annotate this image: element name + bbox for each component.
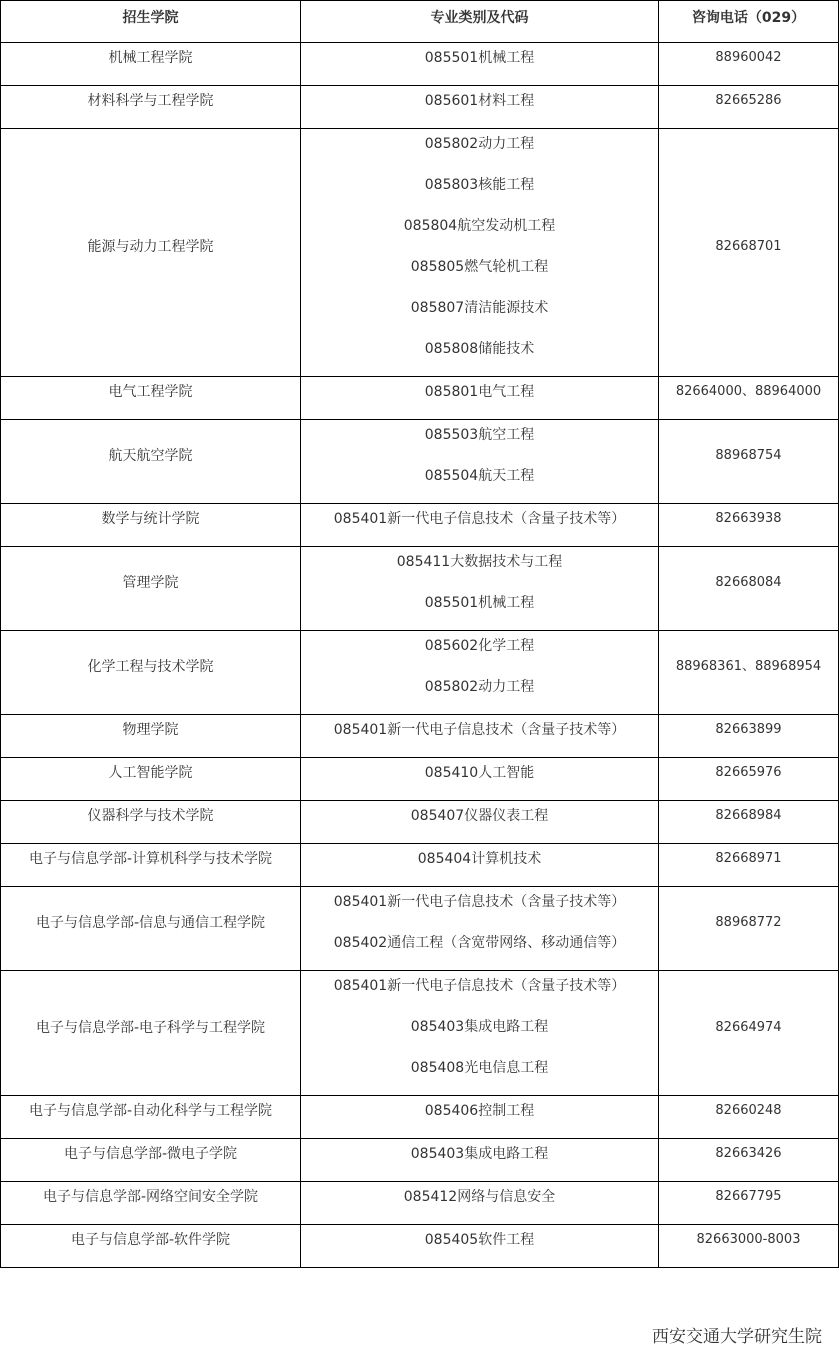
major-item: 085406控制工程 — [424, 1103, 535, 1119]
table-row — [1, 844, 839, 887]
phone-cell — [659, 715, 839, 758]
phone-cell — [659, 631, 839, 715]
college-cell — [1, 1225, 301, 1268]
phone-number: 82663938 — [715, 511, 782, 526]
phone-number: 82667795 — [715, 1189, 782, 1204]
majors-cell — [301, 547, 659, 631]
major-item: 085408光电信息工程 — [410, 1060, 549, 1076]
majors-cell — [301, 758, 659, 801]
header-college: 招生学院 — [1, 1, 301, 43]
college-name: 电子与信息学部-微电子学院 — [63, 1146, 238, 1162]
college-name: 电子与信息学部-软件学院 — [70, 1232, 231, 1248]
phone-number: 82668084 — [715, 575, 782, 590]
table-row — [1, 86, 839, 129]
majors-cell — [301, 887, 659, 971]
majors-cell — [301, 1225, 659, 1268]
phone-cell — [659, 887, 839, 971]
major-item: 085808储能技术 — [424, 341, 535, 357]
college-name: 电子与信息学部-电子科学与工程学院 — [35, 1019, 266, 1036]
major-item: 085601材料工程 — [424, 93, 535, 109]
phone-number: 88968772 — [715, 915, 782, 930]
majors-cell — [301, 715, 659, 758]
phone-number: 82663000-8003 — [696, 1232, 801, 1247]
phone-number: 82668701 — [715, 239, 782, 254]
major-item: 085501机械工程 — [424, 50, 535, 66]
major-item: 085503航空工程 — [424, 427, 535, 443]
phone-number: 82668971 — [715, 851, 782, 866]
major-item: 085501机械工程 — [424, 595, 535, 611]
college-cell — [1, 86, 301, 129]
college-name: 能源与动力工程学院 — [87, 239, 214, 255]
major-item: 085411大数据技术与工程 — [396, 554, 563, 570]
table-row — [1, 801, 839, 844]
major-item: 085804航空发动机工程 — [403, 218, 556, 234]
phone-cell — [659, 758, 839, 801]
table-row — [1, 1225, 839, 1268]
college-cell — [1, 420, 301, 504]
table-row — [1, 758, 839, 801]
phone-number: 82660248 — [715, 1103, 782, 1118]
phone-cell — [659, 129, 839, 377]
major-item: 085403集成电路工程 — [410, 1146, 549, 1162]
college-name: 人工智能学院 — [108, 765, 193, 781]
table-row — [1, 631, 839, 715]
major-item: 085807清洁能源技术 — [410, 300, 549, 316]
table-row — [1, 43, 839, 86]
college-cell — [1, 547, 301, 631]
majors-cell — [301, 1096, 659, 1139]
college-name: 电子与信息学部-计算机科学与技术学院 — [28, 851, 273, 867]
college-cell — [1, 758, 301, 801]
college-name: 机械工程学院 — [108, 50, 193, 66]
college-name: 仪器科学与技术学院 — [87, 808, 214, 824]
phone-number: 82668984 — [715, 808, 782, 823]
phone-cell — [659, 801, 839, 844]
majors-cell — [301, 86, 659, 129]
college-name: 化学工程与技术学院 — [87, 659, 214, 675]
major-item: 085401新一代电子信息技术（含量子技术等） — [333, 978, 626, 994]
college-name: 电气工程学院 — [108, 384, 193, 400]
college-cell — [1, 844, 301, 887]
major-item: 085805燃气轮机工程 — [410, 259, 549, 275]
phone-cell — [659, 1096, 839, 1139]
table-row — [1, 420, 839, 504]
majors-cell — [301, 43, 659, 86]
majors-cell — [301, 1182, 659, 1225]
major-item: 085401新一代电子信息技术（含量子技术等） — [333, 722, 626, 738]
college-name: 数学与统计学院 — [101, 511, 200, 527]
major-item: 085803核能工程 — [424, 177, 535, 193]
major-item: 085401新一代电子信息技术（含量子技术等） — [333, 894, 626, 910]
major-item: 085401新一代电子信息技术（含量子技术等） — [333, 511, 626, 527]
table-row — [1, 971, 839, 1096]
table-header — [1, 1, 839, 43]
major-item: 085403集成电路工程 — [410, 1019, 549, 1035]
majors-cell — [301, 377, 659, 420]
phone-number: 82664000、88964000 — [675, 384, 822, 399]
majors-cell — [301, 420, 659, 504]
phone-number: 88968361、88968954 — [675, 659, 822, 674]
phone-cell — [659, 1139, 839, 1182]
major-item: 085802动力工程 — [424, 136, 535, 152]
majors-cell — [301, 129, 659, 377]
phone-number: 82663899 — [715, 722, 782, 737]
phone-cell — [659, 43, 839, 86]
phone-cell — [659, 1182, 839, 1225]
college-name: 电子与信息学部-自动化科学与工程学院 — [28, 1103, 273, 1119]
college-cell — [1, 715, 301, 758]
college-cell — [1, 1096, 301, 1139]
footer-organization: 西安交通大学研究生院 — [652, 1327, 822, 1347]
phone-cell — [659, 971, 839, 1096]
college-cell — [1, 801, 301, 844]
phone-number: 82664974 — [715, 1019, 782, 1035]
phone-cell — [659, 504, 839, 547]
college-cell — [1, 1139, 301, 1182]
majors-cell — [301, 504, 659, 547]
major-item: 085407仪器仪表工程 — [410, 808, 549, 824]
phone-number: 88968754 — [715, 448, 782, 463]
phone-cell — [659, 1225, 839, 1268]
college-cell — [1, 377, 301, 420]
table-row — [1, 1139, 839, 1182]
majors-cell — [301, 844, 659, 887]
major-item: 085404计算机技术 — [417, 851, 542, 867]
phone-cell — [659, 844, 839, 887]
major-item: 085405软件工程 — [424, 1232, 535, 1248]
table-row — [1, 504, 839, 547]
college-cell — [1, 129, 301, 377]
table-row — [1, 129, 839, 377]
phone-cell — [659, 547, 839, 631]
phone-cell — [659, 420, 839, 504]
college-name: 管理学院 — [122, 575, 179, 591]
table-body — [1, 43, 839, 1268]
college-name: 材料科学与工程学院 — [87, 93, 214, 109]
college-name: 电子与信息学部-网络空间安全学院 — [42, 1189, 259, 1205]
major-item: 085802动力工程 — [424, 679, 535, 695]
college-name: 航天航空学院 — [108, 448, 193, 464]
table-row — [1, 887, 839, 971]
phone-number: 82665976 — [715, 765, 782, 780]
major-item: 085504航天工程 — [424, 468, 535, 484]
major-item: 085410人工智能 — [424, 765, 535, 781]
table-row — [1, 715, 839, 758]
college-name: 物理学院 — [122, 722, 179, 738]
phone-cell — [659, 377, 839, 420]
header-row — [1, 1, 839, 43]
majors-cell — [301, 971, 659, 1096]
major-item: 085801电气工程 — [424, 384, 535, 400]
college-cell — [1, 631, 301, 715]
college-cell — [1, 504, 301, 547]
college-cell — [1, 887, 301, 971]
header-phone: 咨询电话（029） — [659, 1, 839, 43]
table-row — [1, 1096, 839, 1139]
college-cell — [1, 1182, 301, 1225]
header-majors: 专业类别及代码 — [301, 1, 659, 43]
phone-number: 82663426 — [715, 1146, 782, 1161]
college-cell — [1, 43, 301, 86]
majors-cell — [301, 631, 659, 715]
table-row — [1, 1182, 839, 1225]
table-row — [1, 377, 839, 420]
majors-cell — [301, 1139, 659, 1182]
college-name: 电子与信息学部-信息与通信工程学院 — [35, 915, 266, 931]
major-item: 085402通信工程（含宽带网络、移动通信等） — [333, 935, 626, 951]
table-row — [1, 547, 839, 631]
major-item: 085602化学工程 — [424, 638, 535, 654]
phone-number: 82665286 — [715, 93, 782, 108]
majors-cell — [301, 801, 659, 844]
phone-cell — [659, 86, 839, 129]
college-cell — [1, 971, 301, 1096]
phone-number: 88960042 — [715, 50, 782, 65]
major-item: 085412网络与信息安全 — [403, 1189, 556, 1205]
